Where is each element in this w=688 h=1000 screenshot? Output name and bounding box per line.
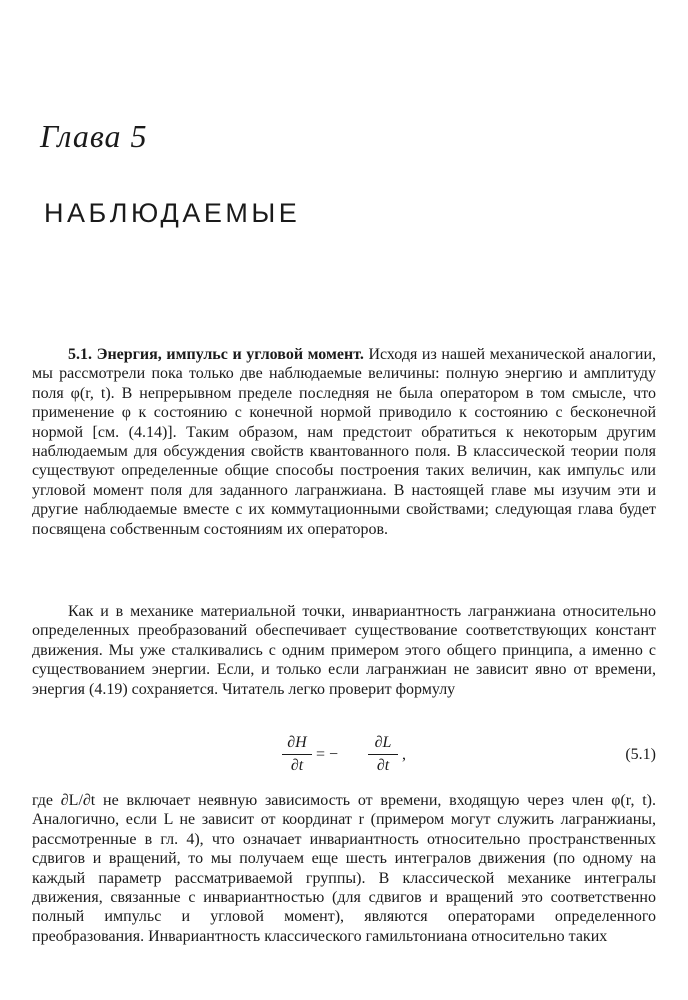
chapter-label: Глава 5 <box>40 118 148 154</box>
paragraph-3: где ∂L/∂t не включает неявную зависимость от времени, входящую через член φ(r, t). Аналогично, если L не зависит от координат r (примером могут служить лагранжианы, рассмотренные в гл. 4), что означает инвариантность относительно пространственных сдвигов и вращений, то мы получаем еще шесть интегралов движения (по одному на каждый параметр рассматриваемой группы). В классической механике интегралы движения, связанные с инвариантностью (для сдвигов и вращений это соответственно полный импульс и угловой момент), являются операторами определенного преобразования. Инвариантность классического гамильтониана относительно таких <box>32 792 656 945</box>
numerator-dH: ∂H <box>282 734 312 755</box>
fraction-dL-dt <box>368 734 398 775</box>
equation-5-1 <box>32 734 656 780</box>
denominator-dt: ∂t <box>290 757 304 774</box>
paragraph-1 <box>32 345 656 539</box>
section-heading: 5.1. Энергия, импульс и угловой момент. <box>68 346 364 363</box>
fraction-dH-dt <box>282 734 312 775</box>
paragraph-1-text: Исходя из нашей механической аналогии, мы рассмотрели пока только две наблюдаемые величины: полную энергию и амплитуду поля φ(r, t). В непрерывном пределе последняя не была оператором в том смысле, что применение φ к состоянию с конечной нормой приводило к состоянию с бесконечной нормой [см. (4.14)]. Таким образом, нам предстоит обратиться к некоторым другим наблюдаемым для обсуждения свойств квантованного поля. В классической теории поля существуют определенные общие способы построения таких величин, как импульс или угловой момент поля для заданного лагранжиана. В настоящей главе мы изучим эти и другие наблюдаемые вместе с их коммутационными свойствами; следующая глава будет посвящена собственным состояниям их операторов. <box>32 346 656 538</box>
chapter-title: НАБЛЮДАЕМЫЕ <box>44 198 301 228</box>
denominator-dt-2: ∂t <box>376 757 390 774</box>
paragraph-2: Как и в механике материальной точки, инвариантность лагранжиана относительно определенных преобразований обеспечивает существование соответствующих констант движения. Мы уже сталкивались с одним примером этого общего принципа, а именно с существованием энергии. Если, и только если лагранжиан не зависит явно от времени, энергия (4.19) сохраняется. Читатель легко проверит формулу <box>32 603 656 698</box>
equation-number: (5.1) <box>625 746 656 763</box>
equation-comma: , <box>402 746 406 763</box>
numerator-dL: ∂L <box>368 734 398 755</box>
equals-minus: = − <box>316 746 339 763</box>
